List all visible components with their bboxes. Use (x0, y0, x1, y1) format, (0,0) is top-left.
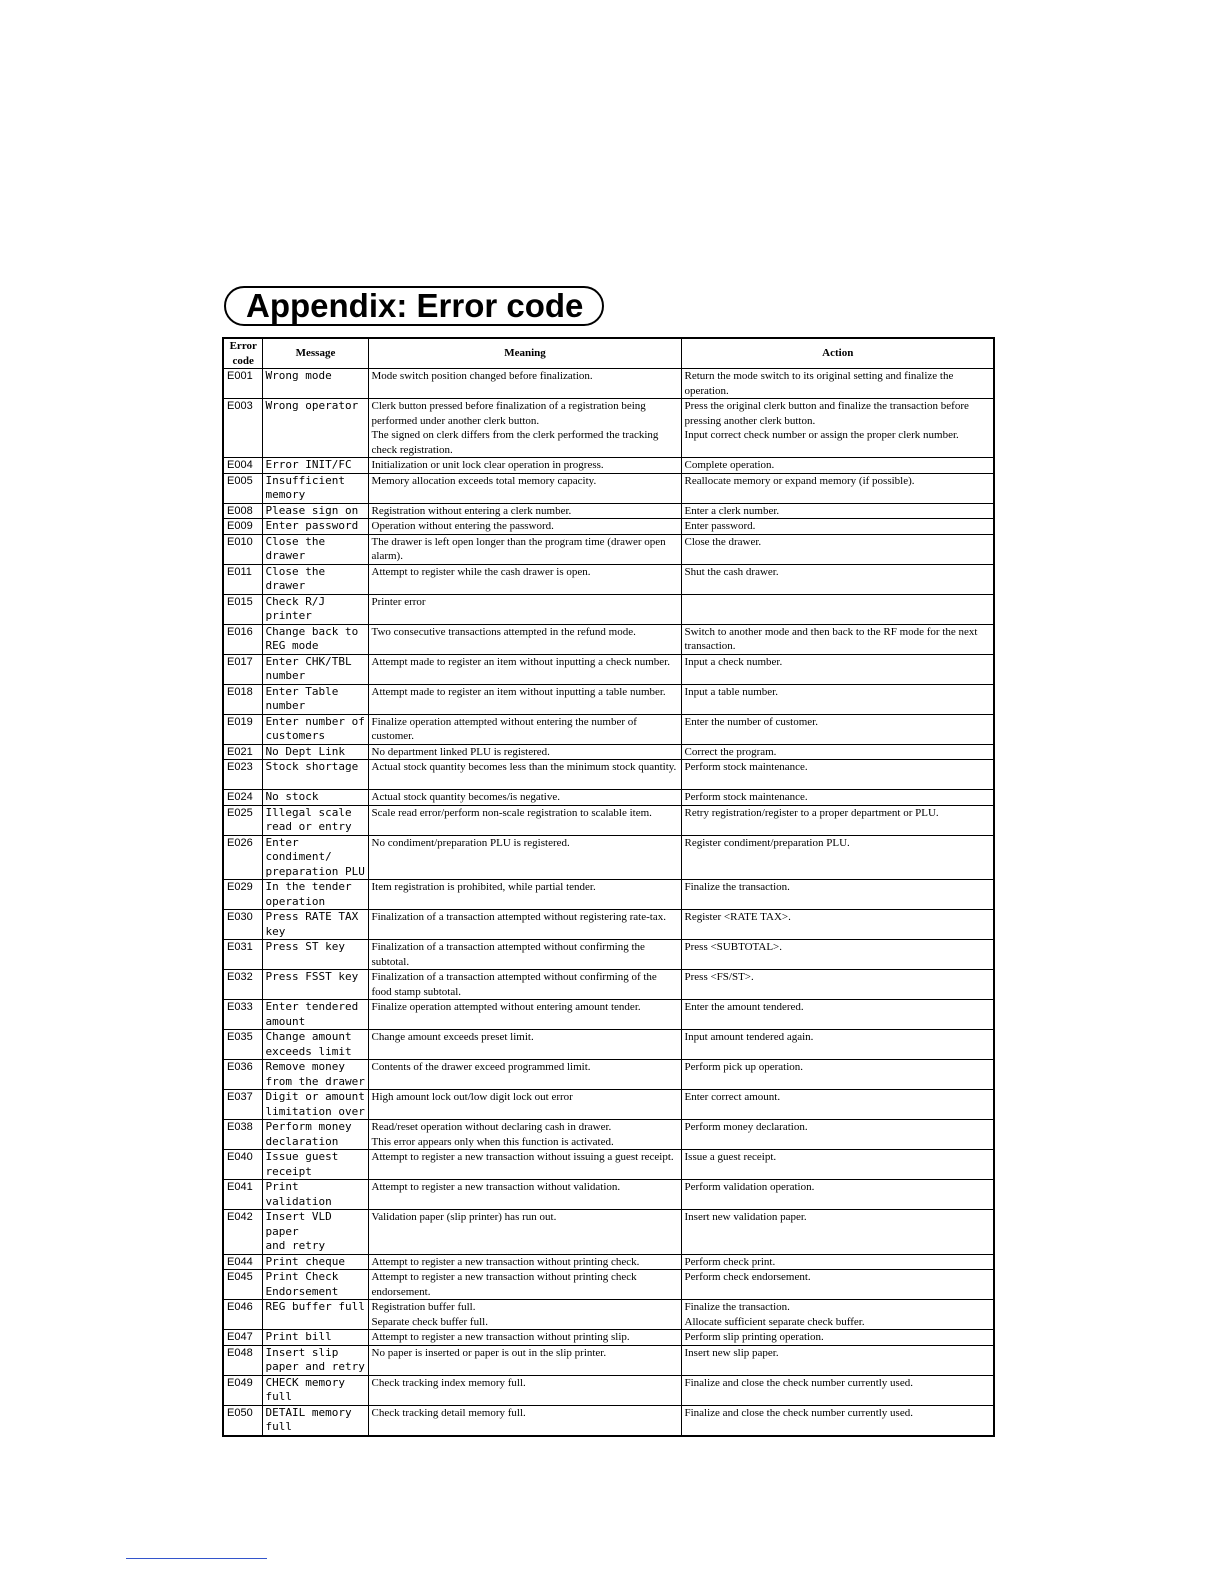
message-cell: Enter number of customers (262, 714, 368, 744)
error-code-cell: E016 (223, 624, 262, 654)
table-row (223, 503, 994, 519)
meaning-cell: Initialization or unit lock clear operation in progress. (368, 458, 681, 474)
table-row (223, 1150, 994, 1180)
message-cell: Print validation (262, 1180, 368, 1210)
table-row (223, 805, 994, 835)
meaning-cell: No department linked PLU is registered. (368, 744, 681, 760)
error-code-cell: E015 (223, 594, 262, 624)
message-cell: REG buffer full (262, 1300, 368, 1330)
action-cell: Input a table number. (681, 684, 994, 714)
meaning-cell: Finalize operation attempted without entering amount tender. (368, 1000, 681, 1030)
message-cell: Print bill (262, 1330, 368, 1346)
error-code-cell: E042 (223, 1210, 262, 1255)
action-cell: Finalize and close the check number currently used. (681, 1405, 994, 1436)
message-cell: Press FSST key (262, 970, 368, 1000)
action-cell: Perform slip printing operation. (681, 1330, 994, 1346)
action-cell: Register <RATE TAX>. (681, 910, 994, 940)
action-cell: Correct the program. (681, 744, 994, 760)
error-code-cell: E032 (223, 970, 262, 1000)
table-row (223, 654, 994, 684)
error-code-cell: E018 (223, 684, 262, 714)
action-cell: Perform check endorsement. (681, 1270, 994, 1300)
meaning-cell: Finalize operation attempted without entering the number of customer. (368, 714, 681, 744)
message-cell: DETAIL memory full (262, 1405, 368, 1436)
action-cell: Press <FS/ST>. (681, 970, 994, 1000)
action-cell: Register condiment/preparation PLU. (681, 835, 994, 880)
message-cell: Insert slip paper and retry (262, 1345, 368, 1375)
meaning-cell: Change amount exceeds preset limit. (368, 1030, 681, 1060)
message-cell: Change amount exceeds limit (262, 1030, 368, 1060)
meaning-cell: Registration buffer full. Separate check buffer full. (368, 1300, 681, 1330)
header-message: Message (262, 338, 368, 369)
table-row (223, 940, 994, 970)
table-row (223, 1270, 994, 1300)
action-cell: Finalize the transaction. Allocate sufficient separate check buffer. (681, 1300, 994, 1330)
meaning-cell: Two consecutive transactions attempted in the refund mode. (368, 624, 681, 654)
error-code-cell: E040 (223, 1150, 262, 1180)
meaning-cell: No condiment/preparation PLU is registered. (368, 835, 681, 880)
table-row (223, 880, 994, 910)
table-row (223, 1120, 994, 1150)
message-cell: Digit or amount limitation over (262, 1090, 368, 1120)
meaning-cell: Attempt to register a new transaction without printing check. (368, 1254, 681, 1270)
table-row (223, 1330, 994, 1346)
meaning-cell: Attempt to register a new transaction without printing slip. (368, 1330, 681, 1346)
error-code-cell: E025 (223, 805, 262, 835)
appendix-title-box (224, 286, 604, 326)
message-cell: Close the drawer (262, 534, 368, 564)
table-row (223, 970, 994, 1000)
meaning-cell: Actual stock quantity becomes less than the minimum stock quantity. (368, 760, 681, 790)
action-cell: Input amount tendered again. (681, 1030, 994, 1060)
action-cell: Finalize the transaction. (681, 880, 994, 910)
action-cell: Reallocate memory or expand memory (if possible). (681, 473, 994, 503)
meaning-cell: Attempt to register while the cash drawer is open. (368, 564, 681, 594)
meaning-cell: Finalization of a transaction attempted without confirming the subtotal. (368, 940, 681, 970)
header-action: Action (681, 338, 994, 369)
message-cell: Perform money declaration (262, 1120, 368, 1150)
action-cell: Enter password. (681, 519, 994, 535)
action-cell: Perform pick up operation. (681, 1060, 994, 1090)
message-cell: Enter CHK/TBL number (262, 654, 368, 684)
table-row (223, 399, 994, 458)
message-cell: Wrong operator (262, 399, 368, 458)
action-cell: Press <SUBTOTAL>. (681, 940, 994, 970)
action-cell: Return the mode switch to its original setting and finalize the operation. (681, 369, 994, 399)
message-cell: Stock shortage (262, 760, 368, 790)
action-cell: Enter the amount tendered. (681, 1000, 994, 1030)
table-row (223, 594, 994, 624)
error-code-cell: E003 (223, 399, 262, 458)
message-cell: Press ST key (262, 940, 368, 970)
table-row (223, 1300, 994, 1330)
action-cell: Enter a clerk number. (681, 503, 994, 519)
meaning-cell: Validation paper (slip printer) has run out. (368, 1210, 681, 1255)
error-code-cell: E008 (223, 503, 262, 519)
message-cell: Illegal scale read or entry (262, 805, 368, 835)
table-row (223, 1345, 994, 1375)
table-row (223, 458, 994, 474)
meaning-cell: The drawer is left open longer than the program time (drawer open alarm). (368, 534, 681, 564)
action-cell: Perform validation operation. (681, 1180, 994, 1210)
action-cell: Complete operation. (681, 458, 994, 474)
error-code-cell: E030 (223, 910, 262, 940)
message-cell: Remove money from the drawer (262, 1060, 368, 1090)
message-cell: Enter Table number (262, 684, 368, 714)
action-cell: Insert new validation paper. (681, 1210, 994, 1255)
error-code-cell: E017 (223, 654, 262, 684)
meaning-cell: Finalization of a transaction attempted without confirming of the food stamp subtotal. (368, 970, 681, 1000)
message-cell: In the tender operation (262, 880, 368, 910)
error-code-table (222, 337, 995, 1437)
action-cell: Perform stock maintenance. (681, 760, 994, 790)
table-row (223, 624, 994, 654)
table-row (223, 473, 994, 503)
message-cell: Enter tendered amount (262, 1000, 368, 1030)
action-cell: Press the original clerk button and finalize the transaction before pressing another clerk button. Input correct check number or assign the proper clerk number. (681, 399, 994, 458)
meaning-cell: No paper is inserted or paper is out in the slip printer. (368, 1345, 681, 1375)
meaning-cell: Memory allocation exceeds total memory capacity. (368, 473, 681, 503)
message-cell: No Dept Link (262, 744, 368, 760)
meaning-cell: Item registration is prohibited, while partial tender. (368, 880, 681, 910)
message-cell: No stock (262, 790, 368, 806)
error-code-cell: E024 (223, 790, 262, 806)
meaning-cell: Check tracking index memory full. (368, 1375, 681, 1405)
meaning-cell: Clerk button pressed before finalization of a registration being performed under another clerk button. The signed on clerk differs from the clerk performed the tracking check registration. (368, 399, 681, 458)
footer-link-underline (126, 1558, 267, 1559)
action-cell: Retry registration/register to a proper department or PLU. (681, 805, 994, 835)
message-cell: Error INIT/FC (262, 458, 368, 474)
error-code-cell: E046 (223, 1300, 262, 1330)
error-code-cell: E029 (223, 880, 262, 910)
action-cell: Switch to another mode and then back to the RF mode for the next transaction. (681, 624, 994, 654)
table-row (223, 744, 994, 760)
meaning-cell: Mode switch position changed before finalization. (368, 369, 681, 399)
table-header-row (223, 338, 994, 369)
error-code-cell: E019 (223, 714, 262, 744)
action-cell: Enter the number of customer. (681, 714, 994, 744)
message-cell: Press RATE TAX key (262, 910, 368, 940)
action-cell: Close the drawer. (681, 534, 994, 564)
action-cell: Issue a guest receipt. (681, 1150, 994, 1180)
table-body (223, 369, 994, 1436)
error-code-cell: E041 (223, 1180, 262, 1210)
action-cell: Shut the cash drawer. (681, 564, 994, 594)
meaning-cell: Attempt to register a new transaction without issuing a guest receipt. (368, 1150, 681, 1180)
error-code-cell: E001 (223, 369, 262, 399)
table-row (223, 1375, 994, 1405)
error-code-cell: E050 (223, 1405, 262, 1436)
action-cell: Insert new slip paper. (681, 1345, 994, 1375)
message-cell: Close the drawer (262, 564, 368, 594)
table-row (223, 534, 994, 564)
message-cell: Issue guest receipt (262, 1150, 368, 1180)
table-row (223, 1254, 994, 1270)
meaning-cell: Attempt made to register an item without inputting a table number. (368, 684, 681, 714)
appendix-title: Appendix: Error code (246, 287, 584, 324)
table-row (223, 519, 994, 535)
message-cell: Check R/J printer (262, 594, 368, 624)
message-cell: Wrong mode (262, 369, 368, 399)
error-code-cell: E026 (223, 835, 262, 880)
table-row (223, 1060, 994, 1090)
table-row (223, 1405, 994, 1436)
message-cell: Enter password (262, 519, 368, 535)
meaning-cell: Check tracking detail memory full. (368, 1405, 681, 1436)
message-cell: Insufficient memory (262, 473, 368, 503)
meaning-cell: Printer error (368, 594, 681, 624)
message-cell: Insert VLD paper and retry (262, 1210, 368, 1255)
error-code-cell: E023 (223, 760, 262, 790)
meaning-cell: Contents of the drawer exceed programmed limit. (368, 1060, 681, 1090)
error-code-cell: E047 (223, 1330, 262, 1346)
meaning-cell: Scale read error/perform non-scale registration to scalable item. (368, 805, 681, 835)
meaning-cell: Registration without entering a clerk number. (368, 503, 681, 519)
table-row (223, 1030, 994, 1060)
error-code-cell: E031 (223, 940, 262, 970)
table-row (223, 835, 994, 880)
meaning-cell: Actual stock quantity becomes/is negative. (368, 790, 681, 806)
action-cell: Perform money declaration. (681, 1120, 994, 1150)
message-cell: Print Check Endorsement (262, 1270, 368, 1300)
error-code-cell: E045 (223, 1270, 262, 1300)
error-code-cell: E011 (223, 564, 262, 594)
message-cell: Print cheque (262, 1254, 368, 1270)
table-row (223, 910, 994, 940)
meaning-cell: Attempt to register a new transaction without printing check endorsement. (368, 1270, 681, 1300)
error-code-cell: E048 (223, 1345, 262, 1375)
error-code-cell: E021 (223, 744, 262, 760)
error-code-cell: E049 (223, 1375, 262, 1405)
table-row (223, 714, 994, 744)
meaning-cell: Attempt to register a new transaction without validation. (368, 1180, 681, 1210)
table-row (223, 1090, 994, 1120)
action-cell: Enter correct amount. (681, 1090, 994, 1120)
error-code-cell: E037 (223, 1090, 262, 1120)
table-row (223, 369, 994, 399)
error-code-cell: E036 (223, 1060, 262, 1090)
table-row (223, 564, 994, 594)
error-code-cell: E010 (223, 534, 262, 564)
action-cell: Input a check number. (681, 654, 994, 684)
table-row (223, 684, 994, 714)
table-row (223, 1000, 994, 1030)
action-cell: Perform check print. (681, 1254, 994, 1270)
error-code-cell: E004 (223, 458, 262, 474)
error-code-cell: E033 (223, 1000, 262, 1030)
table-row (223, 760, 994, 790)
table-row (223, 1180, 994, 1210)
meaning-cell: Operation without entering the password. (368, 519, 681, 535)
error-code-cell: E044 (223, 1254, 262, 1270)
error-code-cell: E038 (223, 1120, 262, 1150)
action-cell (681, 594, 994, 624)
meaning-cell: High amount lock out/low digit lock out error (368, 1090, 681, 1120)
table-row (223, 1210, 994, 1255)
meaning-cell: Finalization of a transaction attempted without registering rate-tax. (368, 910, 681, 940)
message-cell: Enter condiment/ preparation PLU (262, 835, 368, 880)
message-cell: Please sign on (262, 503, 368, 519)
meaning-cell: Attempt made to register an item without inputting a check number. (368, 654, 681, 684)
header-meaning: Meaning (368, 338, 681, 369)
action-cell: Finalize and close the check number currently used. (681, 1375, 994, 1405)
message-cell: Change back to REG mode (262, 624, 368, 654)
error-code-cell: E009 (223, 519, 262, 535)
table-row (223, 790, 994, 806)
action-cell: Perform stock maintenance. (681, 790, 994, 806)
meaning-cell: Read/reset operation without declaring cash in drawer. This error appears only when this function is activated. (368, 1120, 681, 1150)
header-error-code: Error code (223, 338, 262, 369)
message-cell: CHECK memory full (262, 1375, 368, 1405)
error-code-cell: E035 (223, 1030, 262, 1060)
error-code-cell: E005 (223, 473, 262, 503)
